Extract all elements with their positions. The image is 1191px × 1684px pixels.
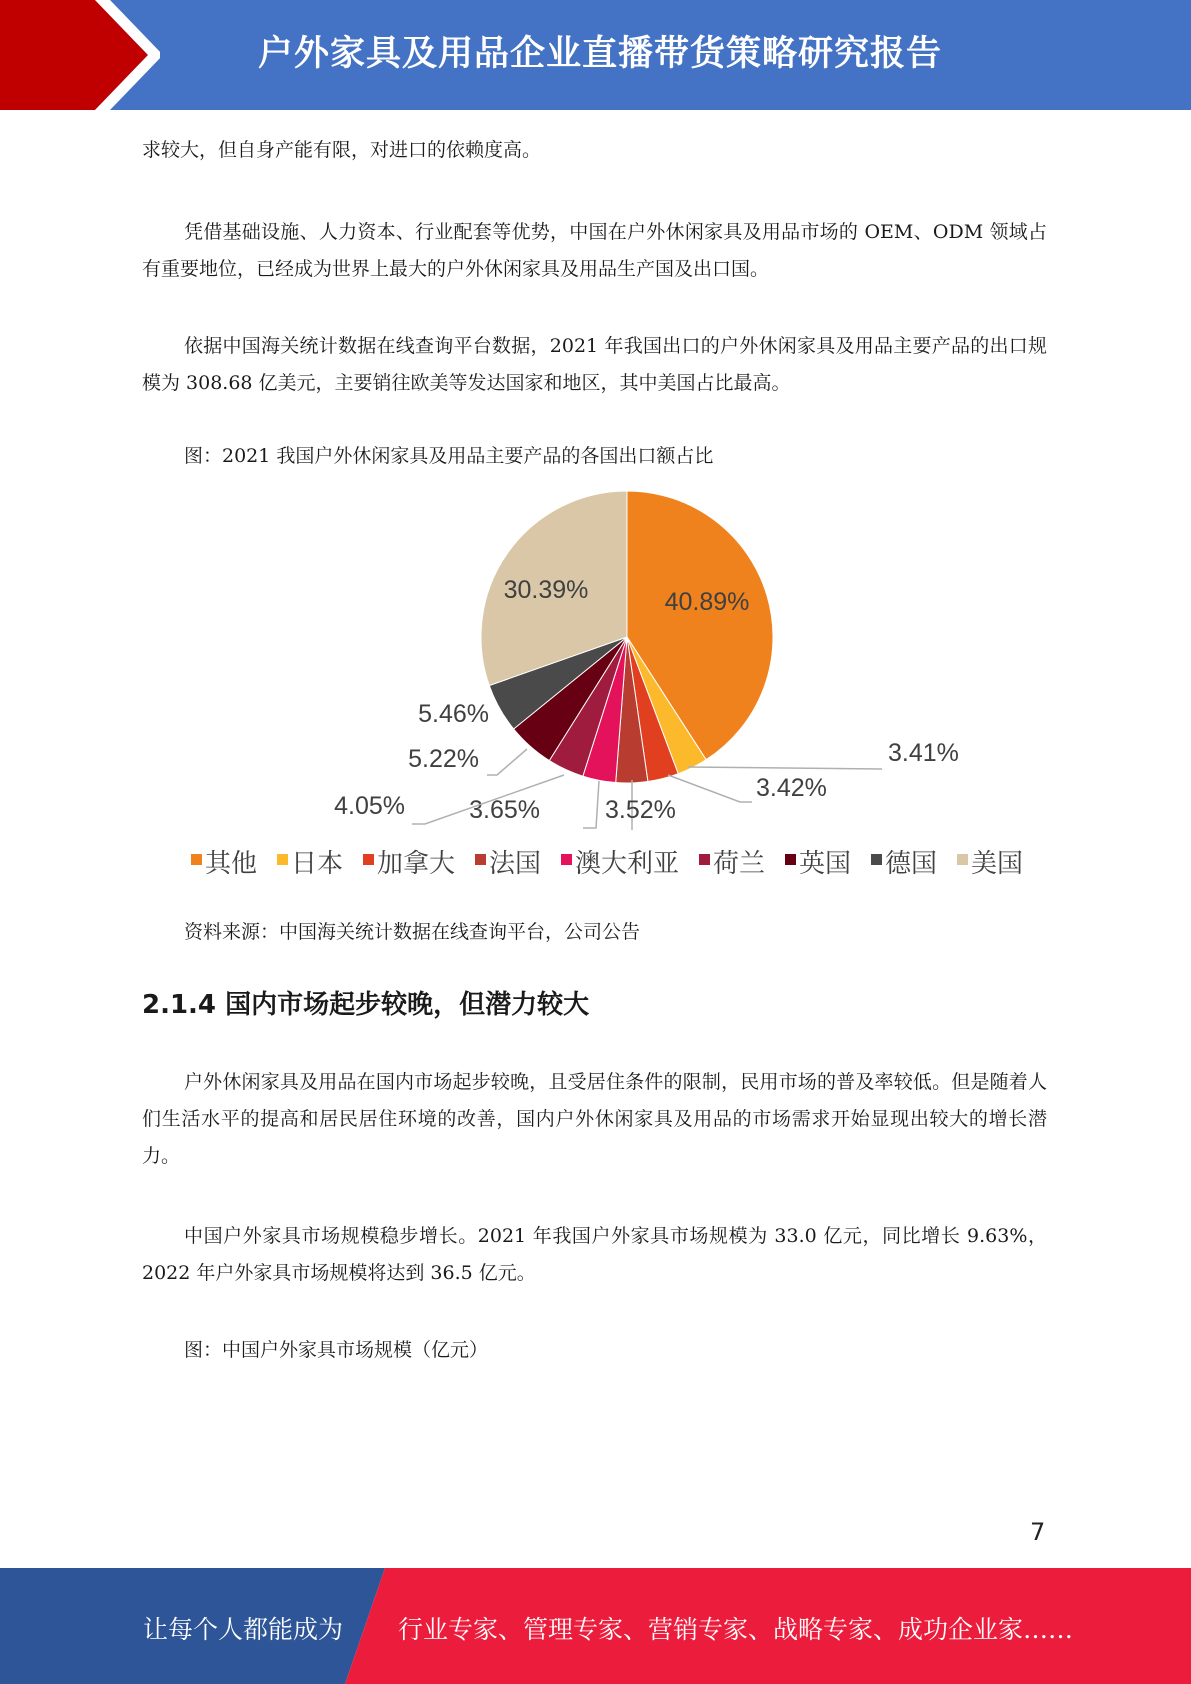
paragraph: 凭借基础设施、人力资本、行业配套等优势，中国在户外休闲家具及用品市场的 OEM、ODM 领域占有重要地位，已经成为世界上最大的户外休闲家具及用品生产国及出口国。 (142, 221, 1047, 280)
legend-label: 美国 (971, 848, 1024, 878)
data-label: 3.42% (756, 774, 827, 802)
legend-label: 澳大利亚 (575, 848, 680, 878)
paragraph: 求较大，但自身产能有限，对进口的依赖度高。 (142, 139, 542, 161)
data-label: 4.05% (334, 792, 405, 820)
leader-line (688, 767, 882, 769)
figure-caption: 图：2021 我国户外休闲家具及用品主要产品的各国出口额占比 (184, 445, 714, 467)
legend-swatch (561, 854, 572, 865)
legend-swatch (699, 854, 710, 865)
legend-swatch (475, 854, 486, 865)
legend-label: 其他 (205, 848, 258, 878)
footer-slogan-right: 行业专家、管理专家、营销专家、战略专家、成功企业家…… (398, 1615, 1074, 1644)
legend-label: 加拿大 (377, 848, 456, 878)
legend-label: 荷兰 (713, 848, 766, 878)
data-label: 30.39% (503, 576, 589, 604)
footer-slogan-left: 让每个人都能成为 (143, 1615, 344, 1644)
figure-caption: 图：中国户外家具市场规模（亿元） (184, 1339, 489, 1361)
section-heading: 2.1.4 国内市场起步较晚，但潜力较大 (142, 990, 590, 1020)
legend-label: 法国 (489, 848, 542, 878)
legend-swatch (191, 854, 202, 865)
report-title: 户外家具及用品企业直播带货策略研究报告 (258, 34, 943, 74)
leader-line (668, 775, 752, 802)
legend-label: 英国 (799, 848, 852, 878)
paragraph: 依据中国海关统计数据在线查询平台数据，2021 年我国出口的户外休闲家具及用品主要产品的出口规模为 308.68 亿美元，主要销往欧美等发达国家和地区，其中美国占比最高。 (142, 335, 1047, 394)
legend-swatch (785, 854, 796, 865)
paragraph: 中国户外家具市场规模稳步增长。2021 年我国户外家具市场规模为 33.0 亿元，同比增长 9.63%， 2022 年户外家具市场规模将达到 36.5 亿元。 (142, 1225, 1047, 1284)
data-label: 5.22% (408, 745, 479, 773)
source-note: 资料来源：中国海关统计数据在线查询平台，公司公告 (184, 921, 641, 943)
legend-swatch (363, 854, 374, 865)
leader-line (583, 781, 599, 828)
legend-label: 日本 (291, 848, 344, 878)
page-footer (0, 1568, 1191, 1684)
legend-swatch (957, 854, 968, 865)
data-label: 3.52% (605, 796, 676, 824)
paragraph: 户外休闲家具及用品在国内市场起步较晚，且受居住条件的限制，民用市场的普及率较低。但是随着人们生活水平的提高和居民居住环境的改善，国内户外休闲家具及用品的市场需求开始显现出较大的增长潜力。 (142, 1071, 1047, 1167)
leader-line (487, 749, 527, 775)
data-label: 3.41% (888, 739, 959, 767)
data-label: 5.46% (418, 700, 489, 728)
page-number: 7 (1030, 1518, 1046, 1546)
legend-label: 德国 (885, 848, 938, 878)
legend-swatch (277, 854, 288, 865)
data-label: 40.89% (664, 588, 750, 616)
data-label: 3.65% (469, 796, 540, 824)
legend-swatch (871, 854, 882, 865)
